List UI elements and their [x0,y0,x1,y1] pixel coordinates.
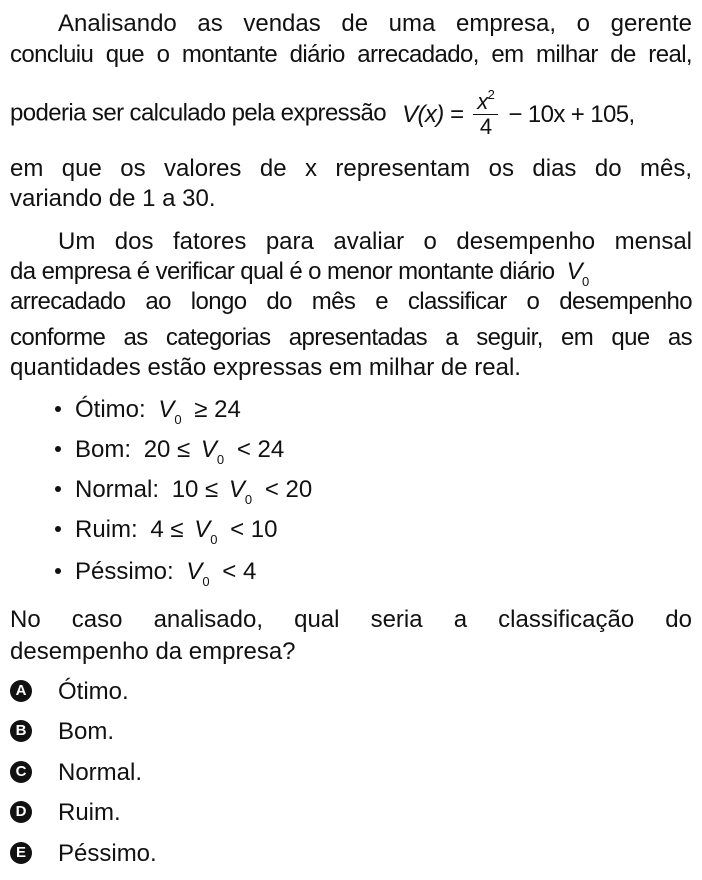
paragraph2-line2 [10,258,692,289]
category-item: Bom: $20 \le V_0 < 24$ [55,436,284,464]
option-c[interactable] [10,759,142,787]
paragraph2-line1: Um dos fatores para avaliar o desempenho mensal [58,228,692,255]
option-text: Péssimo. [58,840,157,867]
formula-rest: − 10x + 105, [508,101,635,129]
paragraph1-line1: Analisando as vendas de uma empresa, o gerente [58,10,692,37]
formula-lhs: V(x) = [402,101,464,129]
option-a[interactable] [10,678,129,706]
formula-exponent: 2 [487,87,495,102]
bullet-icon [55,486,61,492]
option-letter-badge: D [10,801,32,823]
category-item: Péssimo: $V_0 < 4$ [55,558,256,586]
option-b[interactable] [10,718,114,746]
category-item: Normal: $10 \le V_0 < 20$ [55,476,312,504]
option-letter-badge: E [10,842,32,864]
option-text: Bom. [58,718,115,745]
category-item: Ótimo: $V_0 \ge 24$ [55,396,241,424]
paragraph2-line3: arrecadado ao longo do mês e classificar o desempenho [10,288,692,315]
bullet-icon [55,526,61,532]
formula-fraction [473,83,498,139]
paragraph2-line4: conforme as categorias apresentadas a seguir, em que as [10,324,692,351]
option-text: Normal. [58,759,143,786]
min-value-variable: $V_0$ [566,258,589,289]
bullet-icon [55,406,61,412]
option-text: Ruim. [58,799,121,826]
bullet-icon [55,568,61,574]
question-line2: desempenho da empresa? [10,638,296,665]
option-letter-badge: C [10,761,32,783]
paragraph2-line2-text: da empresa é verificar qual é o menor montante diário [10,258,555,285]
option-text: Ótimo. [58,678,129,705]
formula-numerator: $x^2$ [477,87,495,114]
option-letter-badge: B [10,720,32,742]
option-d[interactable] [10,799,121,827]
question-line1: No caso analisado, qual seria a classificação do [10,606,692,633]
paragraph1-formula-line [10,86,692,146]
option-e[interactable] [10,840,157,868]
paragraph2-line5: quantidades estão expressas em milhar de real. [10,354,521,381]
formula-denominator: 4 [479,114,492,139]
option-letter-badge: A [10,680,32,702]
bullet-icon [55,446,61,452]
paragraph1-line4: em que os valores de x representam os dias do mês, [10,155,692,182]
category-item: Ruim: $4 \le V_0 < 10$ [55,516,278,544]
paragraph1-line5: variando de 1 a 30. [10,185,216,212]
paragraph1-line2: concluiu que o montante diário arrecadado, em milhar de real, [10,41,692,68]
formula-intro-text: poderia ser calculado pela expressão [10,99,386,127]
